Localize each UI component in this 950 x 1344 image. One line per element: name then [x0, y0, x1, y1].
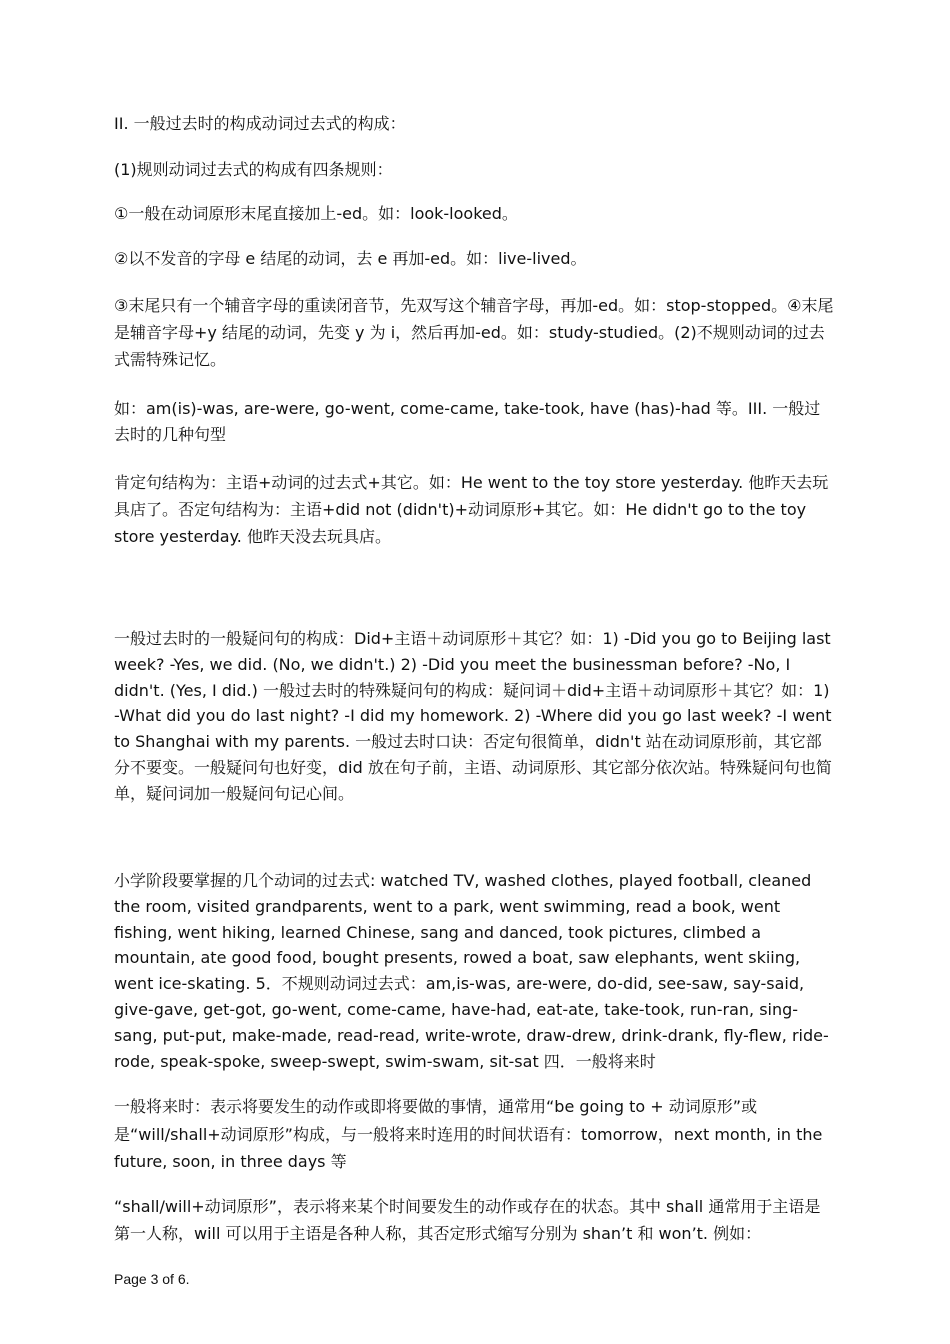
paragraph-past-tense-formation-heading: II. 一般过去时的构成动词过去式的构成： — [114, 114, 406, 133]
paragraph-affirmative-negative-structure: 肯定句结构为：主语+动词的过去式+其它。如：He went to the toy store yesterday. 他昨天去玩具店了。否定句结构为：主语+did not (didn't)+动词原形+其它。如：He didn't go to the toy store yesterday. 他昨天没去玩具店。 — [114, 473, 829, 546]
paragraph-verb-past-forms-list: 小学阶段要掌握的几个动词的过去式: watched TV, washed clothes, played football, cleaned the room, visited grandparents, went to a park, went swimming, read a book, went fishing, went hiking, learned Chinese, sang and danced, took pictures, climbed a mountain, ate good food, bought presents, rowed a boat, saw elephants, went skiing, went ice-skating. 5．不规则动词过去式：am,is-was, are-were, do-did, see-saw, say-said, give-gave, get-got, go-went, come-came, have-had, eat-ate, take-took, run-ran, sing-sang, put-put, make-made, read-read, write-wrote, draw-drew, drink-drank, fly-flew, ride-rode, speak-spoke, sweep-swept, swim-swam, sit-sat 四．一般将来时 — [114, 871, 829, 1071]
paragraph-shall-will-usage: “shall/will+动词原形”，表示将来某个时间要发生的动作或存在的状态。其中 shall 通常用于主语是第一人称，will 可以用于主语是各种人称，其否定形式缩写分别为 shan’t 和 won’t. 例如： — [114, 1197, 821, 1243]
paragraph-irregular-examples: 如：am(is)-was, are-were, go-went, come-came, take-took, have (has)-had 等。III. 一般过去时的几种句型 — [114, 399, 821, 444]
page-footer: Page 3 of 6. — [114, 1271, 190, 1287]
paragraph-rule-2: ②以不发音的字母 e 结尾的动词，去 e 再加-ed。如：live-lived。 — [114, 249, 587, 268]
paragraph-question-forms: 一般过去时的一般疑问句的构成：Did+主语＋动词原形＋其它？如：1) -Did you go to Beijing last week? -Yes, we did. (No, we didn't.) 2) -Did you meet the businessman before? -No, I didn't. (Yes, I did.) 一般过去时的特殊疑问句的构成：疑问词＋did+主语＋动词原形＋其它？如：1) -What did you do last night? -I did my homework. 2) -Where did you go last week? -I went to Shanghai with my parents. 一般过去时口诀：否定句很简单，didn't 站在动词原形前，其它部分不要变。一般疑问句也好变，did 放在句子前，主语、动词原形、其它部分依次站。特殊疑问句也简单，疑问词加一般疑问句记心间。 — [114, 629, 832, 803]
paragraph-regular-verb-rules-intro: (1)规则动词过去式的构成有四条规则： — [114, 160, 393, 179]
paragraph-rule-1: ①一般在动词原形末尾直接加上-ed。如：look-looked。 — [114, 204, 518, 223]
paragraph-rules-3-4-and-irregular: ③末尾只有一个辅音字母的重读闭音节，先双写这个辅音字母，再加-ed。如：stop-stopped。④末尾是辅音字母+y 结尾的动词，先变 y 为 i，然后再加-ed。如：study-studied。(2)不规则动词的过去式需特殊记忆。 — [114, 296, 834, 369]
paragraph-future-tense-definition: 一般将来时：表示将要发生的动作或即将要做的事情，通常用“be going to + 动词原形”或是“will/shall+动词原形”构成，与一般将来时连用的时间状语有：tomorrow，next month, in the future, soon, in three days 等 — [114, 1097, 823, 1171]
